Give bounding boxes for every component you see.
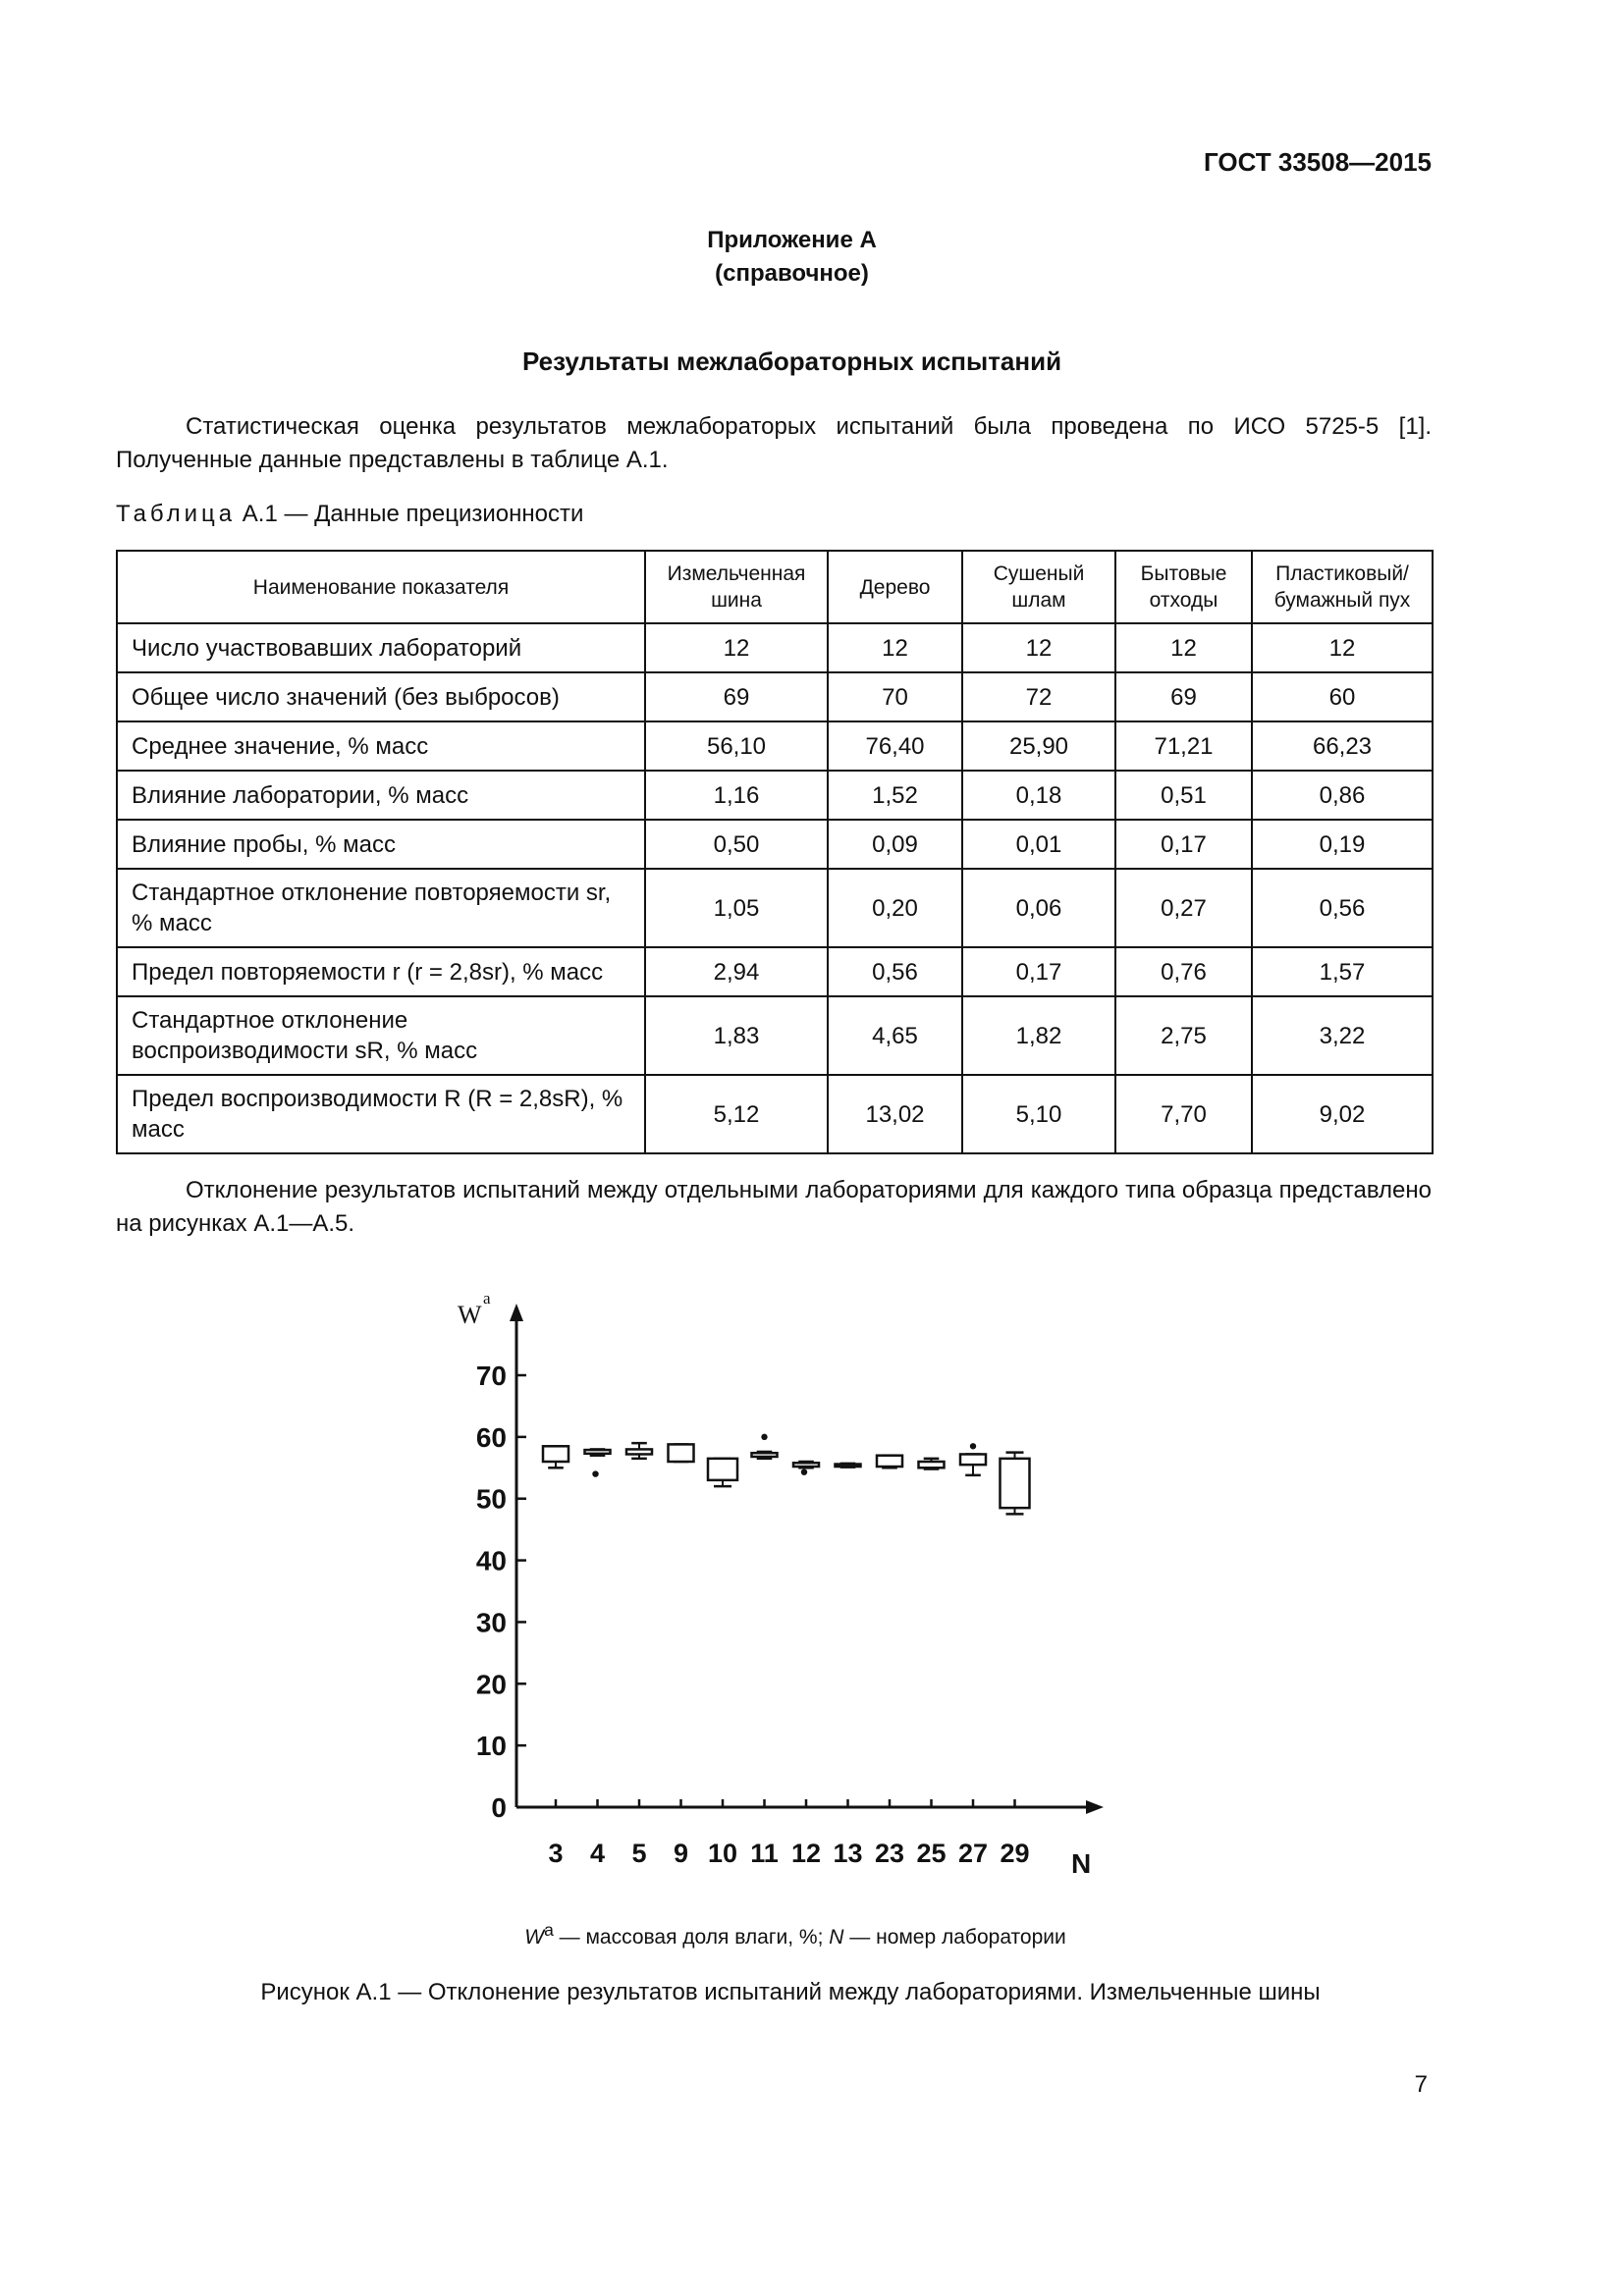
cell-value: 1,52: [828, 771, 962, 820]
cell-value: 2,94: [645, 947, 828, 996]
cell-value: 1,05: [645, 869, 828, 947]
outlier-point: [761, 1434, 767, 1440]
row-label: Среднее значение, % масс: [117, 721, 645, 771]
document-number: ГОСТ 33508—2015: [1204, 147, 1432, 177]
cell-value: 9,02: [1252, 1075, 1433, 1153]
row-label: Предел воспроизводимости R (R = 2,8sR), % масс: [117, 1075, 645, 1153]
cell-value: 0,17: [1115, 820, 1252, 869]
y-tick-label: 30: [475, 1607, 507, 1638]
table-caption: [116, 501, 583, 528]
x-tick-label: 11: [750, 1839, 779, 1868]
cell-value: 1,57: [1252, 947, 1433, 996]
boxplot-svg: [442, 1276, 1110, 1904]
annex-heading: [0, 224, 1584, 291]
cell-value: 70: [828, 672, 962, 721]
cell-value: 0,51: [1115, 771, 1252, 820]
y-tick-label: 20: [475, 1669, 507, 1700]
figure-legend: [0, 1920, 1591, 1949]
table-caption-text: А.1 — Данные прецизионности: [242, 501, 584, 527]
cell-value: 0,86: [1252, 771, 1433, 820]
table-row-repeatability-sd: [117, 869, 1433, 947]
box-lab-13: [836, 1465, 861, 1468]
cell-value: 0,50: [645, 820, 828, 869]
y-tick-label: 10: [475, 1731, 507, 1762]
after-table-paragraph: [116, 1174, 1432, 1241]
x-tick-label: 3: [548, 1839, 564, 1868]
intro-paragraph-text: Статистическая оценка результатов межлабораторых испытаний была проведена по ИСО 5725-5 [1]. Полученные данные представлены в таблице А.1.: [116, 413, 1432, 473]
cell-value: 7,70: [1115, 1075, 1252, 1153]
box-lab-11: [752, 1453, 778, 1457]
cell-value: 12: [1115, 623, 1252, 672]
boxplot-chart: [442, 1276, 1110, 1904]
cell-value: 0,09: [828, 820, 962, 869]
outlier-point: [970, 1443, 976, 1449]
box-lab-10: [708, 1459, 737, 1480]
box-lab-27: [960, 1454, 986, 1465]
table-row-labs-count: [117, 623, 1433, 672]
table-row-repeatability-limit: [117, 947, 1433, 996]
box-lab-5: [626, 1449, 652, 1454]
table-row-lab-effect: [117, 771, 1433, 820]
table-row-mean-value: [117, 721, 1433, 771]
cell-value: 2,75: [1115, 996, 1252, 1075]
box-lab-25: [919, 1462, 945, 1468]
cell-value: 56,10: [645, 721, 828, 771]
cell-value: 76,40: [828, 721, 962, 771]
row-label: Предел повторяемости r (r = 2,8sr), % масс: [117, 947, 645, 996]
row-label: Общее число значений (без выбросов): [117, 672, 645, 721]
y-axis-label: W: [458, 1301, 482, 1329]
annex-subtitle: (справочное): [715, 260, 869, 287]
cell-value: 12: [828, 623, 962, 672]
annex-title: Приложение А: [707, 227, 877, 253]
cell-value: 13,02: [828, 1075, 962, 1153]
box-lab-9: [669, 1444, 694, 1462]
cell-value: 1,82: [962, 996, 1115, 1075]
section-title: Результаты межлабораторных испытаний: [521, 347, 1062, 376]
box-lab-3: [543, 1446, 568, 1462]
x-axis-arrow: [1086, 1800, 1104, 1814]
x-tick-label: 29: [1000, 1839, 1030, 1868]
row-label: Влияние лаборатории, % масс: [117, 771, 645, 820]
table-row-values-count: [117, 672, 1433, 721]
header-shredded-tires: Измельченная шина: [645, 551, 828, 623]
after-table-paragraph-text: Отклонение результатов испытаний между отдельными лабораториями для каждого типа образца представлено на рисунках А.1—А.5.: [116, 1177, 1432, 1237]
cell-value: 0,18: [962, 771, 1115, 820]
box-lab-23: [877, 1456, 902, 1467]
x-tick-label: 27: [957, 1839, 989, 1868]
cell-value: 1,83: [645, 996, 828, 1075]
x-tick-label: 13: [833, 1839, 863, 1868]
cell-value: 60: [1252, 672, 1433, 721]
x-tick-label: 10: [707, 1839, 738, 1868]
table-row-reproducibility-sd: [117, 996, 1433, 1075]
cell-value: 0,17: [962, 947, 1115, 996]
y-axis-arrow: [510, 1304, 523, 1321]
box-lab-29: [1001, 1459, 1030, 1508]
header-indicator: Наименование показателя: [117, 551, 645, 623]
box-lab-4: [585, 1450, 611, 1454]
cell-value: 3,22: [1252, 996, 1433, 1075]
table-header-row: [117, 551, 1433, 623]
cell-value: 72: [962, 672, 1115, 721]
header-dried-sludge: Сушеный шлам: [962, 551, 1115, 623]
x-tick-label: 9: [673, 1839, 689, 1868]
y-tick-label: 40: [475, 1545, 507, 1576]
outlier-point: [801, 1468, 807, 1474]
cell-value: 0,56: [1252, 869, 1433, 947]
header-plastic-paper-fluff: Пластиковый/ бумажный пух: [1252, 551, 1433, 623]
x-tick-label: 12: [790, 1839, 822, 1868]
row-label: Стандартное отклонение воспроизводимости sR, % масс: [117, 996, 645, 1075]
cell-value: 0,19: [1252, 820, 1433, 869]
cell-value: 0,56: [828, 947, 962, 996]
page-number: 7: [1414, 2071, 1428, 2098]
legend-w-symbol: W: [524, 1926, 545, 1949]
y-tick-label: 70: [475, 1361, 507, 1391]
header-wood: Дерево: [828, 551, 962, 623]
y-axis-label-superscript: a: [483, 1289, 491, 1308]
cell-value: 0,27: [1115, 869, 1252, 947]
intro-paragraph: [116, 410, 1432, 477]
legend-w-superscript: a: [544, 1920, 554, 1940]
legend-n-description: — номер лаборатории: [843, 1926, 1066, 1949]
y-tick-label: 50: [475, 1483, 507, 1515]
header-household-waste: Бытовые отходы: [1115, 551, 1252, 623]
cell-value: 25,90: [962, 721, 1115, 771]
cell-value: 12: [645, 623, 828, 672]
legend-n-symbol: N: [829, 1926, 844, 1949]
row-label: Стандартное отклонение повторяемости sr, % масс: [117, 869, 645, 947]
cell-value: 0,76: [1115, 947, 1252, 996]
x-tick-label: 4: [589, 1839, 606, 1868]
cell-value: 69: [1115, 672, 1252, 721]
y-tick-label: 0: [491, 1792, 507, 1823]
cell-value: 12: [1252, 623, 1433, 672]
table-row-sample-effect: [117, 820, 1433, 869]
cell-value: 5,10: [962, 1075, 1115, 1153]
outlier-point: [592, 1470, 598, 1476]
cell-value: 0,01: [962, 820, 1115, 869]
legend-w-description: — массовая доля влаги, %;: [553, 1926, 830, 1949]
x-tick-label: 25: [916, 1839, 947, 1868]
table-caption-prefix: Таблица: [116, 501, 237, 527]
x-tick-label: 5: [631, 1839, 647, 1868]
cell-value: 4,65: [828, 996, 962, 1075]
x-tick-label: 23: [874, 1839, 905, 1868]
row-label: Влияние пробы, % масс: [117, 820, 645, 869]
precision-table: [116, 550, 1434, 1154]
cell-value: 1,16: [645, 771, 828, 820]
cell-value: 0,06: [962, 869, 1115, 947]
cell-value: 0,20: [828, 869, 962, 947]
cell-value: 71,21: [1115, 721, 1252, 771]
table-row-reproducibility-limit: [117, 1075, 1433, 1153]
x-axis-label: N: [1071, 1848, 1092, 1879]
cell-value: 66,23: [1252, 721, 1433, 771]
figure-caption: Рисунок А.1 — Отклонение результатов испытаний между лабораториями. Измельченные шины: [260, 1979, 1321, 2005]
row-label: Число участвовавших лабораторий: [117, 623, 645, 672]
cell-value: 5,12: [645, 1075, 828, 1153]
cell-value: 12: [962, 623, 1115, 672]
cell-value: 69: [645, 672, 828, 721]
y-tick-label: 60: [475, 1421, 507, 1453]
box-lab-12: [793, 1463, 819, 1467]
